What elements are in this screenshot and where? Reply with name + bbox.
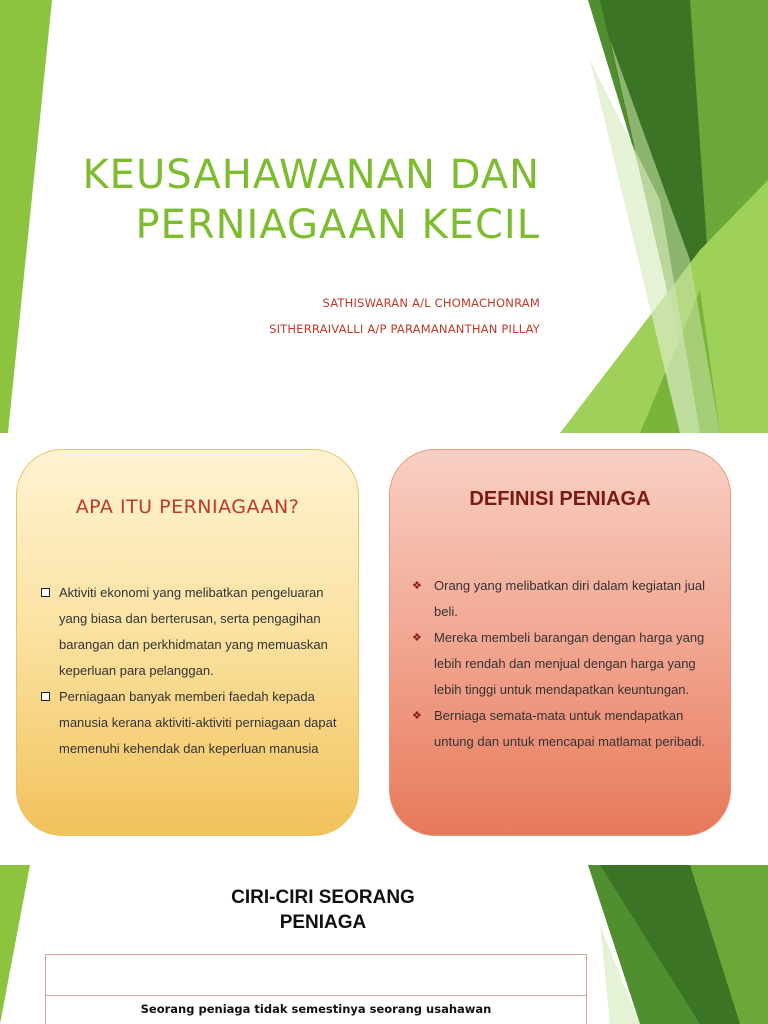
slide-title-line-1: CIRI-CIRI SEORANG (231, 887, 415, 908)
author-name-1: SATHISWARAN A/L CHOMACHONRAM (322, 296, 540, 310)
slide-title-line-2: PERNIAGAAN KECIL (135, 202, 540, 248)
bullet-list (412, 573, 712, 755)
bullet-text: Aktiviti ekonomi yang melibatkan pengeluaran yang biasa dan berterusan, serta pengagihan barangan dan perkhidmatan yang memuaskan keperluan para pelanggan. (59, 585, 328, 678)
square-bullet-icon (41, 692, 50, 701)
list-item (41, 684, 341, 762)
list-item (412, 625, 712, 703)
card-definisi-peniaga (389, 449, 731, 836)
title-slide (0, 0, 768, 433)
card-apa-itu-perniagaan (16, 449, 359, 836)
card-heading: DEFINISI PENIAGA (469, 488, 651, 510)
slide-title (168, 885, 478, 935)
author-name-2: SITHERRAIVALLI A/P PARAMANANTHAN PILLAY (269, 322, 540, 336)
card-heading: APA ITU PERNIAGAAN? (75, 496, 300, 518)
table-divider (46, 995, 586, 996)
list-item (41, 580, 341, 684)
bullet-text: Berniaga semata-mata untuk mendapatkan untung dan untuk mencapai matlamat peribadi. (434, 708, 706, 749)
list-item (412, 703, 712, 755)
table-row: Seorang peniaga tidak semestinya seorang usahawan (140, 1002, 492, 1016)
bullet-text: Mereka membeli barangan dengan harga yang lebih rendah dan menjual dengan harga yang lebih tinggi untuk mendapatkan keuntungan. (434, 630, 705, 697)
definition-slide (0, 433, 768, 865)
diamond-bullet-icon: ❖ (412, 710, 422, 722)
diamond-bullet-icon: ❖ (412, 632, 422, 644)
list-item (412, 573, 712, 625)
bullet-text: Perniagaan banyak memberi faedah kepada manusia kerana aktiviti-aktiviti perniagaan dapat memenuhi kehendak dan keperluan manusia (59, 689, 337, 756)
bullet-text: Orang yang melibatkan diri dalam kegiatan jual beli. (434, 578, 705, 619)
diamond-bullet-icon: ❖ (412, 580, 422, 592)
slide-title-line-1: KEUSAHAWANAN DAN (82, 152, 540, 198)
characteristics-slide (0, 865, 768, 1024)
characteristics-table (45, 954, 587, 1024)
square-bullet-icon (41, 588, 50, 597)
slide-title (20, 150, 540, 250)
bullet-list (41, 580, 341, 762)
slide-title-line-2: PENIAGA (279, 912, 367, 933)
